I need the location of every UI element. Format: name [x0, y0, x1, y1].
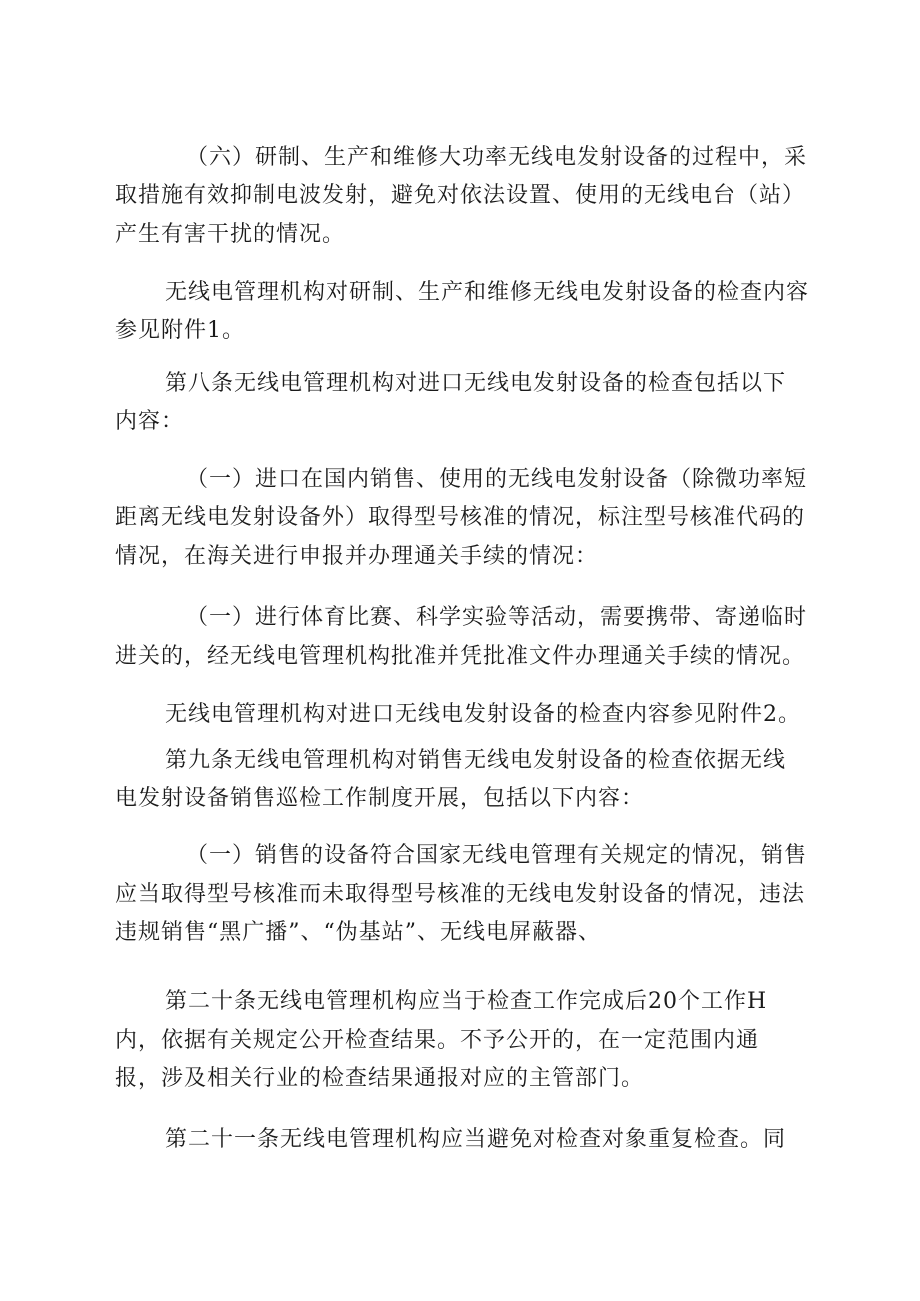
text-line: 无线电管理机构对进口无线电发射设备的检查内容参见附件2。	[165, 702, 801, 727]
text-line: （一）进行体育比赛、科学实验等活动，需要携带、寄递临时	[186, 605, 808, 630]
text-line: 内，依据有关规定公开检查结果。不予公开的，在一定范围内通	[115, 1028, 760, 1053]
text-line: （一）进口在国内销售、使用的无线电发射设备（除微功率短	[186, 467, 808, 492]
text-line: 内容：	[115, 409, 185, 434]
text-line: （一）销售的设备符合国家无线电管理有关规定的情况，销售	[186, 843, 808, 868]
text-line: 第八条无线电管理机构对进口无线电发射设备的检查包括以下	[165, 371, 787, 396]
text-line: 应当取得型号核准而未取得型号核准的无线电发射设备的情况，违法	[115, 882, 806, 907]
text-line: 参见附件1。	[115, 318, 245, 343]
text-line: 无线电管理机构对研制、生产和维修无线电发射设备的检查内容	[165, 280, 810, 305]
text-line: 报，涉及相关行业的检查结果通报对应的主管部门。	[115, 1066, 645, 1091]
text-line: 第九条无线电管理机构对销售无线电发射设备的检查依据无线	[165, 748, 787, 773]
text-line: 取措施有效抑制电波发射，避免对依法设置、使用的无线电台（站）	[115, 183, 806, 208]
text-line: 产生有害干扰的情况。	[115, 222, 346, 247]
text-line: 违规销售“黑广播”、“伪基站”、无线电屏蔽器、	[115, 920, 601, 945]
text-line: 情况，在海关进行申报并办理通关手续的情况：	[115, 544, 599, 569]
text-line: 第二十条无线电管理机构应当于检查工作完成后20个工作H	[165, 989, 768, 1014]
text-line: 第二十一条无线电管理机构应当避免对检查对象重复检查。同	[165, 1127, 787, 1152]
text-line: 距离无线电发射设备外）取得型号核准的情况，标注型号核准代码的	[115, 505, 806, 530]
text-line: 电发射设备销售巡检工作制度开展，包括以下内容：	[115, 786, 645, 811]
text-line: 进关的，经无线电管理机构批准并凭批准文件办理通关手续的情况。	[115, 644, 806, 669]
text-line: （六）研制、生产和维修大功率无线电发射设备的过程中，采	[186, 145, 808, 170]
